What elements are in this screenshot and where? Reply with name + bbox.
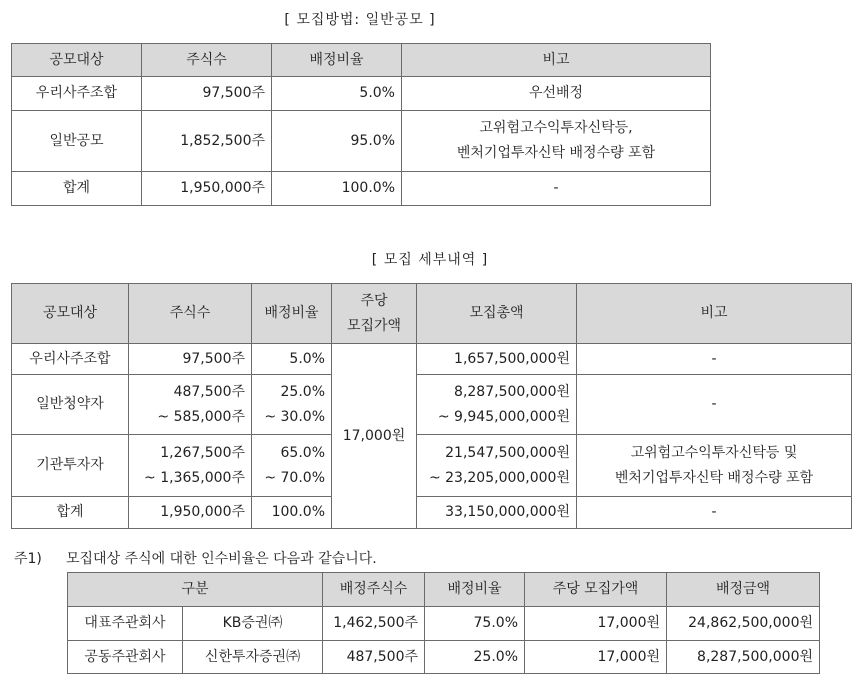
header-ratio: 배정비율 — [272, 44, 402, 77]
shares-line: 1,267,500주 — [160, 444, 245, 461]
cell-role: 공동주관회사 — [68, 641, 183, 674]
offering-detail-table — [11, 283, 852, 529]
table-row — [68, 607, 820, 641]
cell-role: 대표주관회사 — [68, 607, 183, 641]
table-header-row — [68, 573, 820, 607]
header-price — [332, 284, 417, 344]
header-shares: 배정주식수 — [323, 573, 425, 607]
ratio-line: ~ 70.0% — [264, 469, 325, 486]
offering-method-table — [11, 43, 711, 206]
cell-note: - — [577, 344, 852, 375]
cell-shares: 1,950,000주 — [129, 497, 252, 529]
cell-shares: 97,500주 — [142, 77, 272, 111]
cell-shares — [129, 375, 252, 435]
cell-note: 우선배정 — [402, 77, 711, 111]
cell-amount: 8,287,500,000원 — [667, 641, 820, 674]
header-price-line: 모집가액 — [346, 317, 402, 334]
table-row — [12, 375, 852, 435]
cell-shares — [129, 435, 252, 497]
cell-total: 33,150,000,000원 — [417, 497, 577, 529]
cell-amount: 24,862,500,000원 — [667, 607, 820, 641]
underwriter-table — [67, 572, 820, 674]
cell-total — [417, 375, 577, 435]
cell-ratio: 5.0% — [272, 77, 402, 111]
note-line: 벤처기업투자신탁 배정수량 포함 — [456, 145, 656, 161]
table-row — [68, 641, 820, 674]
cell-ratio — [252, 435, 332, 497]
table-row — [12, 77, 711, 111]
cell-note — [577, 435, 852, 497]
cell-shares: 1,852,500주 — [142, 111, 272, 172]
total-line: 21,547,500,000원 — [445, 444, 570, 461]
cell-price: 17,000원 — [525, 607, 667, 641]
header-target: 공모대상 — [12, 44, 142, 77]
table-row-total — [12, 497, 852, 529]
cell-shares: 487,500주 — [323, 641, 425, 674]
table-row — [12, 435, 852, 497]
note-line: 고위험고수익투자신탁등 및 — [630, 444, 798, 461]
cell-ratio: 5.0% — [252, 344, 332, 375]
cell-target: 일반청약자 — [12, 375, 129, 435]
header-shares: 주식수 — [129, 284, 252, 344]
cell-ratio: 75.0% — [425, 607, 525, 641]
table-header-row — [12, 44, 711, 77]
cell-company: KB증권㈜ — [183, 607, 323, 641]
header-note: 비고 — [402, 44, 711, 77]
cell-company: 신한투자증권㈜ — [183, 641, 323, 674]
footnote-marker: 주1) — [14, 551, 42, 567]
cell-ratio: 95.0% — [272, 111, 402, 172]
shares-line: 487,500주 — [173, 383, 245, 400]
cell-price: 17,000원 — [525, 641, 667, 674]
cell-target: 일반공모 — [12, 111, 142, 172]
cell-shares: 97,500주 — [129, 344, 252, 375]
cell-target: 합계 — [12, 497, 129, 529]
note-line: 고위험고수익투자신탁등, — [479, 120, 633, 136]
header-price: 주당 모집가액 — [525, 573, 667, 607]
total-line: ~ 9,945,000,000원 — [437, 408, 570, 425]
shares-line: ~ 585,000주 — [157, 408, 245, 425]
ratio-line: ~ 30.0% — [264, 408, 325, 425]
cell-ratio: 100.0% — [272, 172, 402, 206]
cell-shares: 1,950,000주 — [142, 172, 272, 206]
cell-ratio: 100.0% — [252, 497, 332, 529]
cell-note: - — [402, 172, 711, 206]
cell-target: 기관투자자 — [12, 435, 129, 497]
header-price-line: 주당 — [360, 292, 388, 309]
cell-note: - — [577, 497, 852, 529]
table-header-row — [12, 284, 852, 344]
cell-ratio: 25.0% — [425, 641, 525, 674]
table-row — [12, 344, 852, 375]
cell-ratio — [252, 375, 332, 435]
note-line: 벤처기업투자신탁 배정수량 포함 — [614, 469, 814, 486]
table-row — [12, 111, 711, 172]
cell-note — [402, 111, 711, 172]
table2-title: [ 모집 세부내역 ] — [371, 252, 489, 268]
cell-target: 우리사주조합 — [12, 77, 142, 111]
ratio-line: 65.0% — [280, 444, 325, 461]
header-shares: 주식수 — [142, 44, 272, 77]
cell-note: - — [577, 375, 852, 435]
footnote-text: 모집대상 주식에 대한 인수비율은 다음과 같습니다. — [66, 551, 377, 567]
ratio-line: 25.0% — [280, 383, 325, 400]
header-amount: 배정금액 — [667, 573, 820, 607]
cell-target: 합계 — [12, 172, 142, 206]
header-target: 공모대상 — [12, 284, 129, 344]
header-ratio: 배정비율 — [252, 284, 332, 344]
cell-shares: 1,462,500주 — [323, 607, 425, 641]
cell-price: 17,000원 — [332, 344, 417, 529]
cell-total — [417, 435, 577, 497]
shares-line: ~ 1,365,000주 — [144, 469, 245, 486]
header-note: 비고 — [577, 284, 852, 344]
total-line: 8,287,500,000원 — [454, 383, 570, 400]
table1-title: [ 모집방법: 일반공모 ] — [284, 12, 436, 28]
header-total: 모집총액 — [417, 284, 577, 344]
header-ratio: 배정비율 — [425, 573, 525, 607]
cell-target: 우리사주조합 — [12, 344, 129, 375]
header-division: 구분 — [68, 573, 323, 607]
cell-total: 1,657,500,000원 — [417, 344, 577, 375]
total-line: ~ 23,205,000,000원 — [428, 469, 570, 486]
table-row-total — [12, 172, 711, 206]
